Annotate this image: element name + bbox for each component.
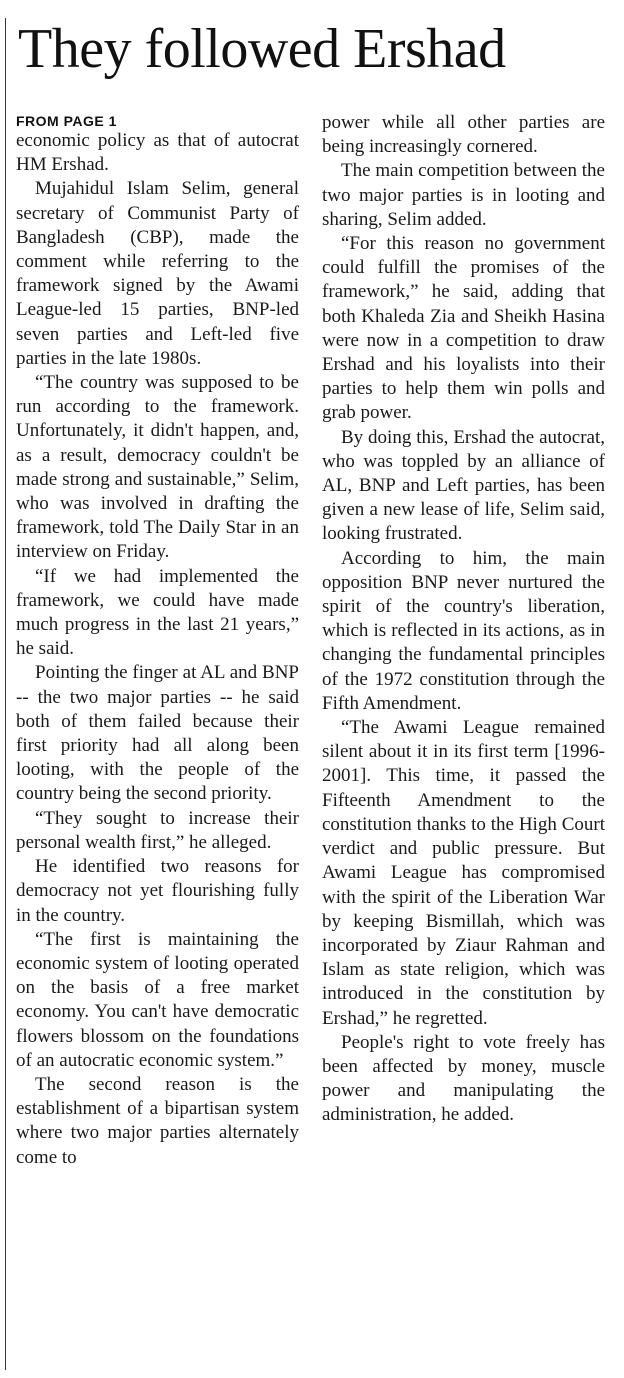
- paragraph: economic policy as that of autocrat HM Ershad.: [16, 130, 299, 176]
- paragraph: power while all other parties are being increasingly cornered.: [322, 112, 605, 158]
- paragraph: “They sought to increase their personal wealth first,” he alleged.: [16, 807, 299, 853]
- paragraph: Pointing the finger at AL and BNP -- the two major parties -- he said both of them failed because their first priority had all along been looting, with the people of the country being the second priority.: [16, 662, 299, 805]
- paragraph: Mujahidul Islam Selim, general secretary of Communist Party of Bangladesh (CBP), made the comment while referring to the framework signed by the Awami League-led 15 parties, BNP-led seven parties and Left-led five parties in the late 1980s.: [16, 178, 299, 369]
- paragraph: “The first is maintaining the economic system of looting operated on the basis of a free market economy. You can't have democratic flowers blossom on the foundations of an autocratic economic system.”: [16, 928, 299, 1071]
- paragraph: “If we had implemented the framework, we could have made much progress in the last 21 years,” he said.: [16, 565, 299, 660]
- paragraph: “For this reason no government could fulfill the promises of the framework,” he said, adding that both Khaleda Zia and Sheikh Hasina were now in a competition to draw Ershad and his loyalists into their parties to help them win polls and grab power.: [322, 233, 605, 424]
- paragraph: The second reason is the establishment of a bipartisan system where two major parties alternately come to: [16, 1073, 299, 1168]
- paragraph: By doing this, Ershad the autocrat, who was toppled by an alliance of AL, BNP and Left parties, has been given a new lease of life, Selim said, looking frustrated.: [322, 426, 605, 545]
- paragraph: The main competition between the two major parties is in looting and sharing, Selim added.: [322, 160, 605, 230]
- paragraph: People's right to vote freely has been affected by money, muscle power and manipulating the administration, he added.: [322, 1031, 605, 1126]
- kicker: FROM PAGE 1: [16, 113, 117, 129]
- column-rule: [5, 18, 6, 1370]
- paragraph: He identified two reasons for democracy not yet flourishing fully in the country.: [16, 856, 299, 926]
- paragraph: “The country was supposed to be run according to the framework. Unfortunately, it didn't happen, and, as a result, democracy couldn't be made strong and sustainable,” Selim, who was involved in drafting the framework, told The Daily Star in an interview on Friday.: [16, 372, 299, 563]
- paragraph: “The Awami League remained silent about it in its first term [1996-2001]. This time, it passed the Fifteenth Amendment to the constitution thanks to the High Court verdict and public pressure. But Awami League has compromised with the spirit of the Liberation War by keeping Bismillah, which was incorporated by Ziaur Rahman and Islam as state religion, which was introduced in the constitution by Ershad,” he regretted.: [322, 717, 605, 1029]
- right-column: [322, 111, 605, 1128]
- paragraph: According to him, the main opposition BNP never nurtured the spirit of the country's liberation, which is reflected in its actions, as in changing the fundamental principles of the 1972 constitution through the Fifth Amendment.: [322, 547, 605, 714]
- left-column: [16, 113, 299, 1170]
- headline: They followed Ershad: [18, 18, 506, 80]
